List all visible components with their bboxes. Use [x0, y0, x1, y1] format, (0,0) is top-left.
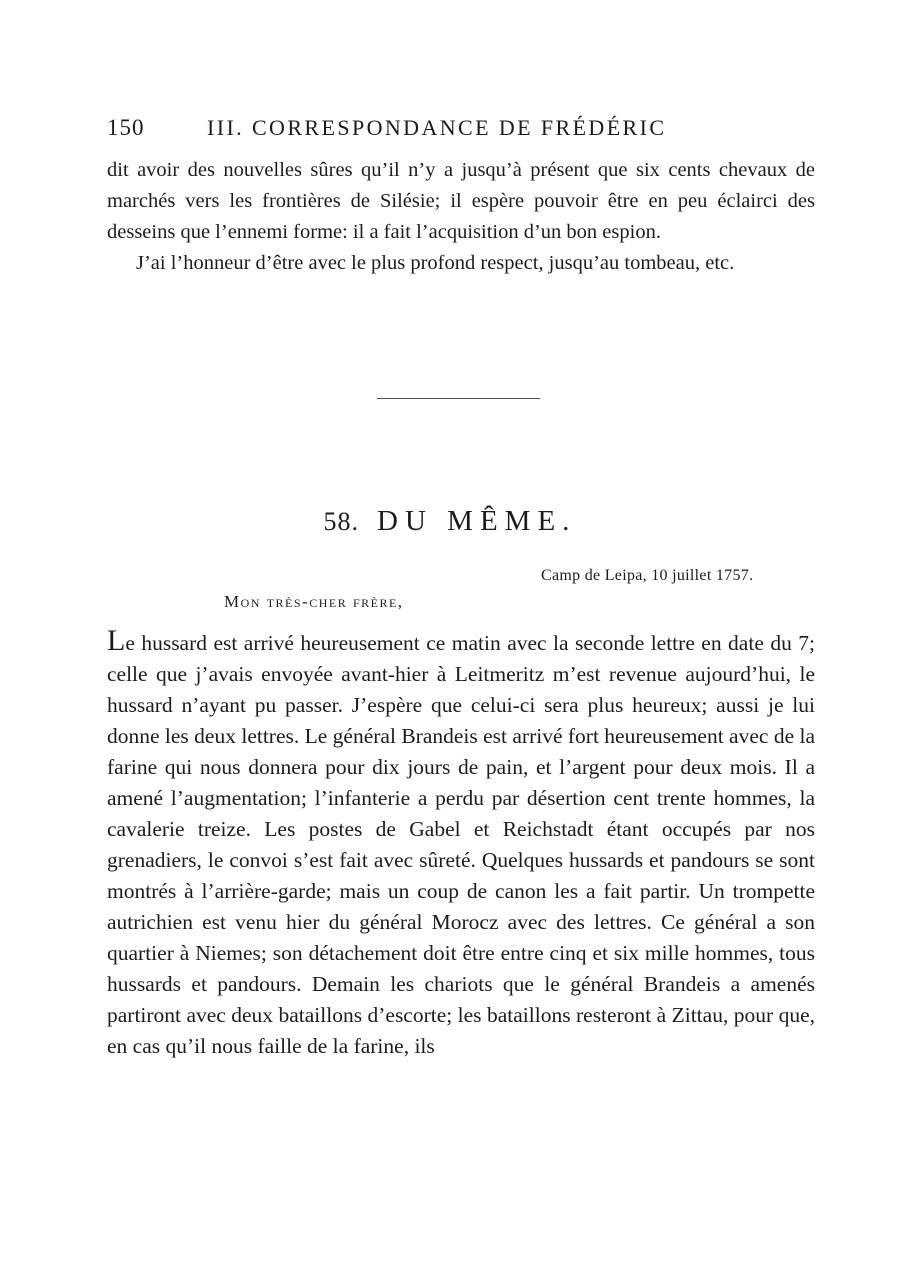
salutation: Mon très-cher frère, — [224, 592, 404, 611]
section-heading — [0, 505, 900, 538]
letter-paragraph — [107, 624, 815, 1062]
closing-formula: J’ai l’honneur d’être avec le plus profond respect, jusqu’au tombeau, etc. — [136, 252, 735, 274]
section-divider — [377, 398, 540, 399]
dateline: Camp de Leipa, 10 juillet 1757. — [541, 567, 754, 584]
page-number: 150 — [107, 115, 145, 140]
previous-letter-ending — [107, 155, 815, 279]
letter-body-text: e hussard est arrivé heureusement ce matin avec la seconde lettre en date du 7; celle que j’avais envoyée avant-hier à Leitmeritz m’est revenue aujourd’hui, le hussard n’ayant pu passer. J’espère que celui-ci sera plus heureux; aussi je lui donne les deux lettres. Le général Brandeis est arrivé fort heureusement avec de la farine qui nous donnera pour dix jours de pain, et l’argent pour deux mois. Il a amené l’augmentation; l’infanterie a perdu par désertion cent trente hommes, la cavalerie treize. Les postes de Gabel et Reichstadt étant occupés par nos grenadiers, le convoi s’est fait avec sûreté. Quelques hussards et pandours se sont montrés à l’arrière-garde; mais un coup de canon les a fait partir. Un trompette autrichien est venu hier du général Morocz avec des lettres. Ce général a son quartier à Niemes; son détachement doit être entre cinq et six mille hommes, tous hussards et pandours. Demain les chariots que le général Brandeis a amenés partiront avec deux bataillons d’escorte; les bataillons resteront à Zittau, pour que, en cas qu’il nous faille de la farine, ils — [107, 631, 815, 1058]
letter-number: 58. — [323, 507, 360, 536]
drop-cap: L — [107, 624, 126, 657]
letter-body — [107, 624, 815, 1062]
letter-title: DU MÊME. — [377, 505, 577, 537]
running-title: III. CORRESPONDANCE DE FRÉDÉRIC — [207, 115, 667, 140]
previous-letter-paragraph: dit avoir des nouvelles sûres qu’il n’y a jusqu’à présent que six cents chevaux de marchés vers les frontières de Silésie; il espère pouvoir être en peu éclairci des desseins que l’ennemi forme: il a fait l’acquisition d’un bon espion. — [107, 159, 815, 243]
running-head — [107, 112, 827, 146]
